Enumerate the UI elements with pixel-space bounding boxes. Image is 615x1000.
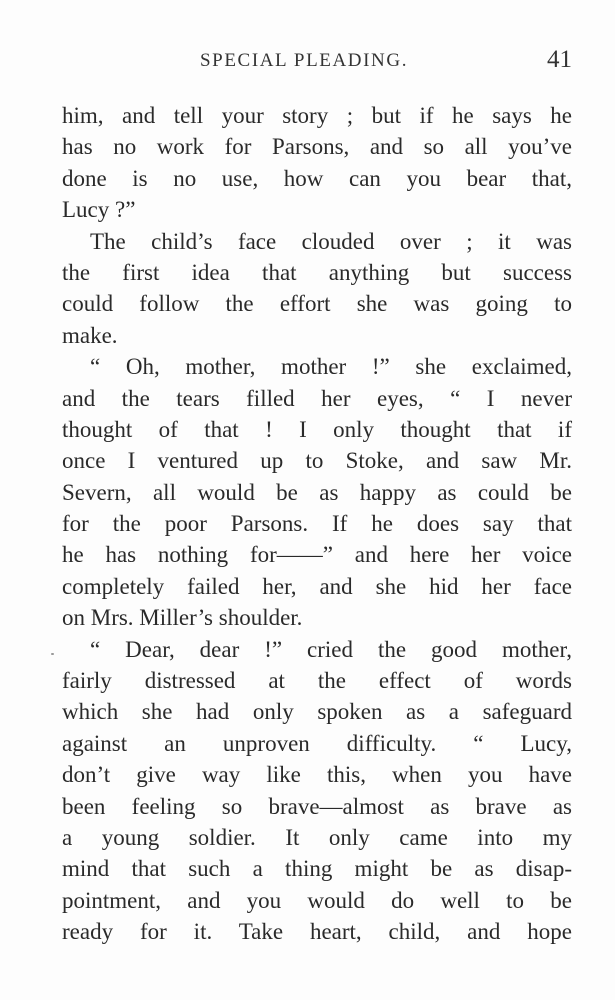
text-line: been feeling so brave—almost as brave as: [62, 793, 572, 819]
text-line: Severn, all would be as happy as could be: [62, 479, 572, 505]
text-line: ready for it. Take heart, child, and hope: [62, 919, 572, 945]
text-line: completely failed her, and she hid her face: [62, 573, 572, 599]
text-line: once I ventured up to Stoke, and saw Mr.: [62, 448, 572, 474]
text-line: don’t give way like this, when you have: [62, 762, 572, 788]
text-line: on Mrs. Miller’s shoulder.: [62, 605, 303, 631]
page-number: 41: [547, 46, 572, 73]
text-line: fairly distressed at the effect of words: [62, 668, 572, 694]
running-head: [62, 46, 572, 80]
text-line: pointment, and you would do well to be: [62, 887, 572, 913]
text-line: has no work for Parsons, and so all you’ve: [62, 134, 572, 160]
text-line: and the tears filled her eyes, “ I never: [62, 385, 572, 411]
text-line: “ Dear, dear !” cried the good mother,: [90, 636, 572, 662]
running-title: SPECIAL PLEADING.: [200, 50, 409, 71]
text-line: Lucy ?”: [62, 197, 136, 223]
text-line: a young soldier. It only came into my: [62, 824, 572, 850]
text-line: he has nothing for——” and here her voice: [62, 542, 572, 568]
text-line: mind that such a thing might be as disap-: [62, 856, 572, 882]
text-line: the first idea that anything but success: [62, 259, 572, 285]
text-line: could follow the effort she was going to: [62, 291, 572, 317]
ink-speck: [51, 653, 54, 655]
text-line: done is no use, how can you bear that,: [62, 165, 572, 191]
text-line: for the poor Parsons. If he does say that: [62, 511, 572, 537]
text-line: him, and tell your story ; but if he says he: [62, 103, 572, 128]
text-line: thought of that ! I only thought that if: [62, 416, 572, 442]
text-line: which she had only spoken as a safeguard: [62, 699, 572, 725]
text-line: The child’s face clouded over ; it was: [90, 228, 572, 254]
text-line: “ Oh, mother, mother !” she exclaimed,: [90, 354, 572, 380]
body-text: [62, 100, 572, 948]
text-line: make.: [62, 322, 118, 348]
text-line: against an unproven difficulty. “ Lucy,: [62, 730, 572, 756]
